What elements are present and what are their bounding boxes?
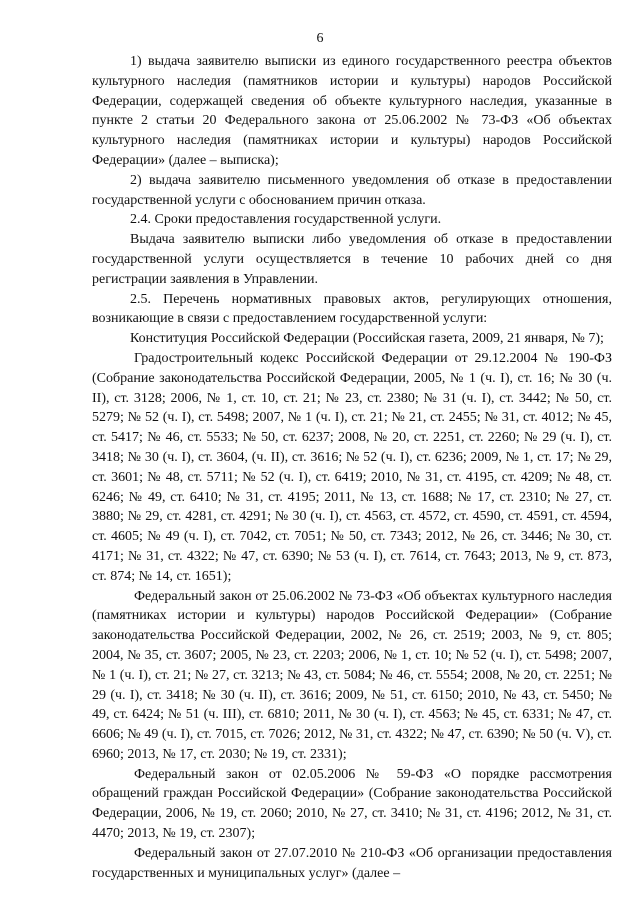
- section-heading-2-5: 2.5. Перечень нормативных правовых актов, регулирующих отношения, возникающие в связи с предоставлением государственной услуги:: [92, 291, 612, 327]
- paragraph-service-term: Выдача заявителю выписки либо уведомления об отказе в предоставлении государственной услуги осуществляется в течение 10 рабочих дней со дня регистрации заявления в Управлении.: [92, 232, 612, 287]
- page-number: 6: [316, 31, 324, 46]
- paragraph-urban-planning-code: Градостроительный кодекс Российской Федерации от 29.12.2004 № 190-ФЗ (Собрание законодательства Российской Федерации, 2005, № 1 (ч. I), ст. 16; № 30 (ч. II), ст. 3128; 2006, № 1, ст. 10, ст. 21; № 23, ст. 2380; № 31 (ч. I), ст. 3442; № 50, ст. 5279; № 52 (ч. I), ст. 5498; 2007, № 1 (ч. I), ст. 21; № 21, ст. 2455; № 31, ст. 4012; № 45, ст. 5417; № 46, ст. 5533; № 50, ст. 6237; 2008, № 20, ст. 2251, ст. 2260; № 29 (ч. I), ст. 3418; № 30 (ч. I), ст. 3604, (ч. II), ст. 3616; № 52 (ч. I), ст. 6236; 2009, № 1, ст. 17; № 29, ст. 3601; № 48, ст. 5711; № 52 (ч. I), ст. 6419; 2010, № 31, ст. 4195, ст. 4209; № 48, ст. 6246; № 49, ст. 6410; № 31, ст. 4195; 2011, № 13, ст. 1688; № 17, ст. 2310; № 27, ст. 3880; № 29, ст. 4281, ст. 4291; № 30 (ч. I), ст. 4563, ст. 4572, ст. 4590, ст. 4591, ст. 4594, ст. 4605; № 49 (ч. I), ст. 7042, ст. 7051; № 50, ст. 7343; 2012, № 26, ст. 3446; № 30, ст. 4171; № 31, ст. 4322; № 47, ст. 6390; № 53 (ч. I), ст. 7614, ст. 7643; 2013, № 9, ст. 873, ст. 874; № 14, ст. 1651);: [92, 350, 612, 584]
- document-body: [92, 52, 612, 883]
- paragraph-extract-issuance: 1) выдача заявителю выписки из единого государственного реестра объектов культурного наследия (памятников истории и культуры) народов Российской Федерации, содержащей сведения об объекте культурного наследия, указанные в пункте 2 статьи 20 Федерального закона от 25.06.2002 № 73-ФЗ «Об объектах культурного наследия (памятниках истории и культуры) народов Российской Федерации» (далее – выписка);: [92, 54, 612, 168]
- paragraph-law-59-fz: Федеральный закон от 02.05.2006 № 59-ФЗ «О порядке рассмотрения обращений граждан Российской Федерации» (Собрание законодательства Российской Федерации, 2006, № 19, ст. 2060; 2010, № 27, ст. 3410; № 31, ст. 4196; 2012, № 31, ст. 4470; 2013, № 19, ст. 2307);: [92, 766, 612, 842]
- section-heading-2-4: 2.4. Сроки предоставления государственной услуги.: [130, 212, 442, 228]
- paragraph-refusal-notice: 2) выдача заявителю письменного уведомления об отказе в предоставлении государственной услуги с обоснованием причин отказа.: [92, 172, 612, 208]
- paragraph-law-73-fz: Федеральный закон от 25.06.2002 № 73-ФЗ «Об объектах культурного наследия (памятниках истории и культуры) народов Российской Федерации» (Собрание законодательства Российской Федерации, 2002, № 26, ст. 2519; 2003, № 9, ст. 805; 2004, № 35, ст. 3607; 2005, № 23, ст. 2203; 2006, № 1, ст. 10; № 52 (ч. I), ст. 5498; 2007, № 1 (ч. I), ст. 21; № 27, ст. 3213; № 43, ст. 5084; № 46, ст. 5554; 2008, № 20, ст. 2251; № 29 (ч. I), ст. 3418; № 30 (ч. II), ст. 3616; 2009, № 51, ст. 6150; 2010, № 43, ст. 5450; № 49, ст. 6424; № 51 (ч. III), ст. 6810; 2011, № 30 (ч. I), ст. 4563; № 45, ст. 6331; № 47, ст. 6606; № 49 (ч. I), ст. 7015, ст. 7026; 2012, № 31, ст. 4322; № 47, ст. 6390; № 50 (ч. V), ст. 6960; 2013, № 17, ст. 2030; № 19, ст. 2331);: [92, 588, 612, 762]
- paragraph-constitution: Конституция Российской Федерации (Российская газета, 2009, 21 января, № 7);: [130, 331, 604, 347]
- paragraph-law-210-fz: Федеральный закон от 27.07.2010 № 210-ФЗ «Об организации предоставления государственных и муниципальных услуг» (далее –: [92, 845, 612, 881]
